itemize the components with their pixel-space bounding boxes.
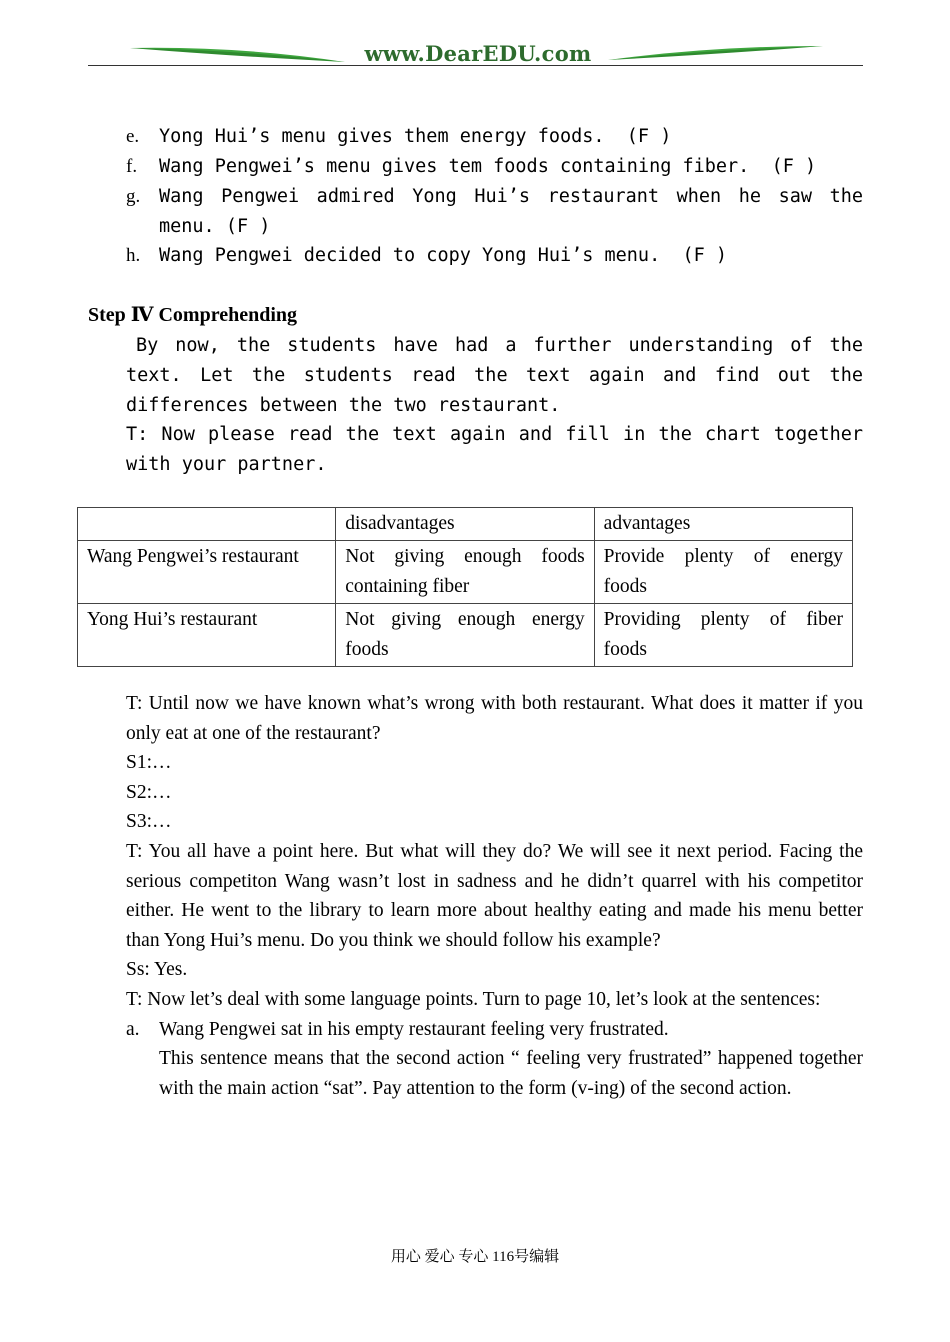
comparison-table xyxy=(77,507,853,667)
page-footer: 用心 爱心 专心 116号编辑 xyxy=(390,1249,560,1265)
answer-label: h. xyxy=(126,245,141,266)
answer-text: Wang Pengwei’s menu gives tem foods containing fiber. (F ) xyxy=(159,156,817,177)
instruction-paragraph: T: Now please read the text again and fill in the chart together with your partner. xyxy=(126,424,863,475)
language-point-sentence: Wang Pengwei sat in his empty restaurant feeling very frustrated. xyxy=(159,1018,669,1040)
table-cell: Provide plenty of energy foods xyxy=(594,541,852,604)
section-heading: Step Ⅳ Comprehending xyxy=(88,304,298,326)
page-header xyxy=(88,38,863,68)
table-cell: Wang Pengwei’s restaurant xyxy=(78,541,336,604)
teacher-line: T: Now let’s deal with some language points. Turn to page 10, let’s look at the sentences: xyxy=(126,988,821,1010)
answer-label: e. xyxy=(126,126,140,147)
answer-label: f. xyxy=(126,156,138,177)
table-row xyxy=(78,604,853,667)
table-header-cell: disadvantages xyxy=(336,508,594,541)
answer-text: Yong Hui’s menu gives them energy foods. (F ) xyxy=(159,126,672,147)
table-row xyxy=(78,541,853,604)
language-point-explanation: This sentence means that the second action “ feeling very frustrated” happened together with the main action “sat”. Pay attention to the form (v-ing) of the second action. xyxy=(159,1048,863,1099)
table-cell: Not giving enough foods containing fiber xyxy=(336,541,594,604)
table-header-cell: advantages xyxy=(594,508,852,541)
table-cell: Not giving enough energy foods xyxy=(336,604,594,667)
left-swoosh-decoration xyxy=(130,44,345,66)
student-line: S2:… xyxy=(126,781,172,803)
intro-paragraph: By now, the students have had a further understanding of the text. Let the students read the text again and find out the differences between the two restaurant. xyxy=(126,335,863,416)
students-line: Ss: Yes. xyxy=(126,959,188,981)
table-cell: Yong Hui’s restaurant xyxy=(78,604,336,667)
teacher-line: T: You all have a point here. But what will they do? We will see it next period. Facing the serious competiton Wang wasn’t lost in sadness and he didn’t quarrel with his competitor either. He went to the library to learn more about healthy eating and made his menu better than Yong Hui’s menu. Do you think we should follow his example? xyxy=(126,840,863,951)
language-point-label: a. xyxy=(126,1018,140,1040)
table-header-cell xyxy=(78,508,336,541)
answer-text: Wang Pengwei decided to copy Yong Hui’s menu. (F ) xyxy=(159,245,728,266)
site-logo-text: www.DearEDU.com xyxy=(364,41,592,66)
language-point-item xyxy=(126,1015,863,1104)
header-rule xyxy=(88,65,863,66)
student-line: S1:… xyxy=(126,752,172,774)
answer-text: Wang Pengwei admired Yong Hui’s restaurant when he saw the menu. (F ) xyxy=(159,186,863,237)
table-header-row xyxy=(78,508,853,541)
right-swoosh-decoration xyxy=(608,42,823,64)
table-cell: Providing plenty of fiber foods xyxy=(594,604,852,667)
teacher-line: T: Until now we have known what’s wrong with both restaurant. What does it matter if you only eat at one of the restaurant? xyxy=(126,693,863,744)
answer-label: g. xyxy=(126,186,141,207)
dialogue-section xyxy=(126,689,863,1103)
student-line: S3:… xyxy=(126,811,172,833)
